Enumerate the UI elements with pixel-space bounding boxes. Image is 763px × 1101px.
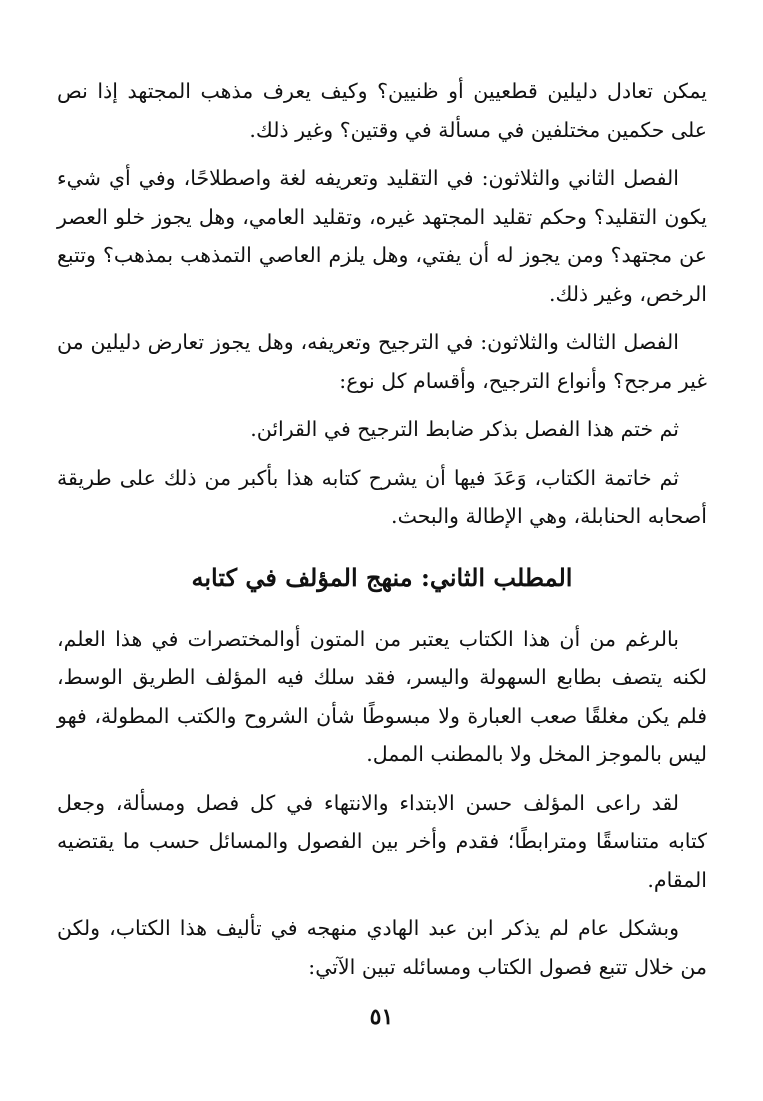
page-number: ٥١ [369,1004,394,1030]
paragraph-chapter-33: الفصل الثالث والثلاثون: في الترجيح وتعريفه، وهل يجوز تعارض دليلين من غير مرجح؟ وأنواع الترجيح، وأقسام كل نوع: [57,330,707,393]
page-body [57,72,707,996]
paragraph-chapter-32: الفصل الثاني والثلاثون: في التقليد وتعريفه لغة واصطلاحًا، وفي أي شيء يكون التقليد؟ وحكم تقليد المجتهد غيره، وتقليد العامي، وهل يجوز خلو العصر عن مجتهد؟ ومن يجوز له أن يفتي، وهل يلزم العاصي التمذهب بمذهب؟ وتتبع الرخص، وغير ذلك. [57,166,707,306]
paragraph-continuation: يمكن تعادل دليلين قطعيين أو ظنيين؟ وكيف يعرف مذهب المجتهد إذا نص على حكمين مختلفين في مسألة في وقتين؟ وغير ذلك. [57,79,707,142]
paragraph-method-summary: وبشكل عام لم يذكر ابن عبد الهادي منهجه في تأليف هذا الكتاب، ولكن من خلال تتبع فصول الكتاب ومسائله تبين الآتي: [57,916,707,979]
paragraph-book-conclusion: ثم خاتمة الكتاب، وَعَدَ فيها أن يشرح كتابه هذا بأكبر من ذلك على طريقة أصحابه الحنابلة، وهي الإطالة والبحث. [57,465,707,528]
paragraph-method-structure: لقد راعى المؤلف حسن الابتداء والانتهاء في كل فصل ومسألة، وجعل كتابه متناسقًا ومترابطًا؛ فقدم وأخر بين الفصول والمسائل حسب ما يقتضيه المقام. [57,790,707,892]
paragraph-method-intro: بالرغم من أن هذا الكتاب يعتبر من المتون أوالمختصرات في هذا العلم، لكنه يتصف بطابع السهولة واليسر، فقد سلك فيه المؤلف الطريق الوسط، فلم يكن مغلقًا صعب العبارة ولا مبسوطًا شأن الشروح والكتب المطولة، فهو ليس بالموجز المخل ولا بالمطنب الممل. [57,626,707,766]
paragraph-chapter-33-closing: ثم ختم هذا الفصل بذكر ضابط الترجيح في القرائن. [250,417,679,441]
section-heading: المطلب الثاني: منهج المؤلف في كتابه [191,562,573,592]
